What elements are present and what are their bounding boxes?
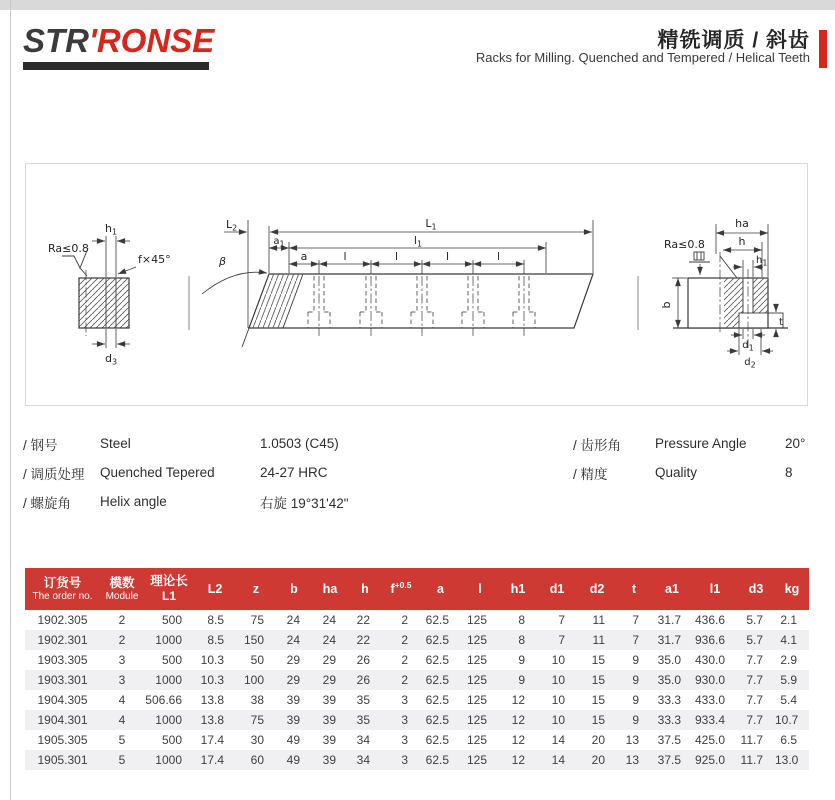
table-header-cell: ha	[322, 581, 338, 596]
table-cell: 1000	[155, 753, 182, 767]
table-cell: 3	[118, 653, 126, 667]
table-cell: 7	[558, 613, 565, 627]
table-cell: 13	[625, 733, 639, 747]
table-cell: 433.0	[694, 693, 725, 707]
table-cell: 125	[466, 733, 487, 747]
spec-label-en: Quality	[655, 465, 698, 480]
table-cell: 10.3	[200, 673, 224, 687]
spec-label-en: Steel	[100, 436, 131, 451]
dim-label-d3: $d_3$	[104, 352, 118, 367]
table-cell: 5	[118, 733, 126, 747]
table-cell: 10	[551, 673, 565, 687]
spec-value: 1.0503 (C45)	[260, 436, 339, 451]
table-cell: 37.5	[657, 733, 681, 747]
table-cell: 34	[356, 733, 370, 747]
table-cell: 17.4	[200, 753, 224, 767]
table-cell: 75	[250, 613, 264, 627]
table-cell: 5.9	[780, 673, 797, 687]
table-cell: 11	[592, 633, 605, 647]
table-cell: 1000	[155, 713, 182, 727]
table-cell: 5	[118, 753, 126, 767]
table-header-cell: t	[631, 581, 637, 596]
table-cell: 75	[250, 713, 264, 727]
table-cell: 10.3	[200, 653, 224, 667]
table-header-cell: b	[290, 581, 298, 596]
spec-value: 20°	[785, 436, 806, 451]
table-cell: 17.4	[200, 733, 224, 747]
spec-label-zh: / 调质处理	[23, 466, 85, 482]
table-cell: 1904.305	[37, 693, 88, 707]
table-cell: 500	[161, 653, 182, 667]
table-header-cell: 理论长 L1	[150, 574, 188, 603]
dim-label-l: l	[343, 250, 347, 263]
table-cell: 10	[551, 693, 565, 707]
table-cell: 2.9	[780, 653, 797, 667]
table-cell: 125	[466, 633, 487, 647]
table-cell: 15	[591, 693, 605, 707]
table-cell: 936.6	[694, 633, 725, 647]
table-cell: 125	[466, 693, 487, 707]
table-header-cell: 模数 Module	[105, 575, 139, 602]
table-cell: 500	[161, 613, 182, 627]
dim-label-beta: β	[219, 255, 227, 268]
title-accent-bar	[819, 30, 827, 68]
table-cell: 500	[161, 733, 182, 747]
left-section-view	[48, 222, 171, 367]
dim-label-ra-left: Ra≤0.8	[48, 242, 89, 255]
table-cell: 436.6	[694, 613, 725, 627]
table-cell: 62.5	[425, 693, 449, 707]
pitch-dims	[289, 250, 524, 264]
table-row	[25, 610, 809, 630]
table-cell: 7.7	[746, 673, 763, 687]
dim-label-ha: ha	[735, 217, 749, 230]
table-cell: 125	[466, 713, 487, 727]
spec-value: 8	[785, 465, 793, 480]
table-cell: 9	[632, 693, 639, 707]
table-cell: 2	[401, 673, 408, 687]
table-cell: 9	[632, 673, 639, 687]
table-header-cell: h	[361, 581, 369, 596]
table-cell: 49	[286, 733, 300, 747]
table-cell: 2	[401, 613, 408, 627]
table-cell: 2	[118, 613, 126, 627]
dim-label-t: t	[779, 317, 783, 328]
table-cell: 8	[518, 613, 525, 627]
table-cell: 12	[511, 733, 525, 747]
table-cell: 7	[632, 613, 639, 627]
spec-table-body	[25, 610, 809, 770]
table-cell: 26	[356, 653, 370, 667]
table-row	[25, 650, 809, 670]
dim-label-ra-right: Ra≤0.8	[664, 238, 705, 251]
table-cell: 1903.301	[37, 673, 88, 687]
spec-value: 24-27 HRC	[260, 465, 328, 480]
dim-label-L1: $L_1$	[425, 217, 437, 232]
table-cell: 4	[118, 713, 126, 727]
spec-label-zh: / 齿形角	[573, 437, 622, 453]
table-cell: 62.5	[425, 673, 449, 687]
table-cell: 31.7	[657, 613, 681, 627]
specs-right	[573, 429, 805, 487]
table-cell: 8.5	[207, 633, 224, 647]
table-cell: 35.0	[657, 653, 681, 667]
table-header-cell: z	[252, 581, 260, 596]
table-header-cell: kg	[784, 581, 800, 596]
page-edge-top	[0, 0, 835, 10]
table-cell: 35	[356, 713, 370, 727]
table-row	[25, 710, 809, 730]
table-cell: 5.7	[746, 633, 763, 647]
table-cell: 13.8	[200, 693, 224, 707]
table-cell: 39	[286, 713, 300, 727]
table-cell: 50	[250, 653, 264, 667]
table-cell: 11	[592, 613, 605, 627]
table-header-cell: L2	[207, 581, 223, 596]
table-cell: 24	[322, 633, 336, 647]
dim-label-d1: $d_1$	[742, 340, 754, 353]
table-cell: 10	[551, 713, 565, 727]
technical-drawing-box	[25, 163, 808, 406]
dim-label-b: b	[660, 301, 673, 309]
dim-label-l: l	[445, 250, 450, 263]
brand-logo-text	[23, 22, 214, 60]
table-cell: 11.7	[740, 733, 763, 747]
spec-row-helix-angle	[23, 487, 349, 516]
table-cell: 29	[286, 653, 300, 667]
table-header-cell: l	[478, 581, 482, 596]
table-cell: 39	[322, 693, 336, 707]
table-cell: 60	[250, 753, 264, 767]
table-cell: 15	[591, 713, 605, 727]
table-cell: 34	[356, 753, 370, 767]
table-header-cell: a	[437, 581, 444, 596]
table-cell: 930.0	[694, 673, 725, 687]
table-cell: 62.5	[425, 653, 449, 667]
table-cell: 15	[591, 673, 605, 687]
dim-label-h: h	[738, 235, 746, 248]
rack-top-view	[202, 217, 593, 347]
table-cell: 125	[466, 653, 487, 667]
table-cell: 925.0	[694, 753, 725, 767]
dim-label-d2: $d_2$	[744, 357, 756, 370]
table-header-cell: d1	[549, 581, 565, 596]
table-cell: 35.0	[657, 673, 681, 687]
table-cell: 26	[356, 673, 370, 687]
table-cell: 14	[551, 733, 565, 747]
table-cell: 15	[591, 653, 605, 667]
table-header-cell: $f^{+0.5}$	[390, 580, 412, 597]
table-cell: 35	[356, 693, 370, 707]
dim-label-h1: $h_1$	[104, 222, 118, 237]
table-cell: 125	[466, 753, 487, 767]
table-header-row	[25, 568, 809, 610]
table-cell: 1905.301	[37, 753, 88, 767]
specs-left	[23, 429, 349, 516]
table-cell: 24	[322, 613, 336, 627]
brand-logo	[23, 22, 214, 70]
table-cell: 39	[322, 733, 336, 747]
table-row	[25, 690, 809, 710]
dim-label-h1-right: $h_1$	[756, 255, 768, 268]
table-cell: 2	[118, 633, 126, 647]
table-cell: 62.5	[425, 753, 449, 767]
table-cell: 9	[632, 653, 639, 667]
table-cell: 12	[511, 693, 525, 707]
page-edge-left	[10, 0, 11, 800]
table-cell: 430.0	[694, 653, 725, 667]
spec-row-steel	[23, 429, 349, 458]
table-cell: 6.5	[780, 733, 797, 747]
table-cell: 37.5	[657, 753, 681, 767]
table-cell: 39	[322, 713, 336, 727]
table-cell: 12	[511, 753, 525, 767]
product-spec-table	[25, 568, 809, 770]
table-cell: 22	[356, 633, 370, 647]
table-row	[25, 670, 809, 690]
dim-label-a: a	[300, 250, 308, 263]
table-cell: 31.7	[657, 633, 681, 647]
table-cell: 3	[401, 753, 408, 767]
table-cell: 39	[286, 693, 300, 707]
table-cell: 10.7	[775, 713, 799, 727]
table-cell: 7.7	[746, 713, 763, 727]
table-cell: 30	[250, 733, 264, 747]
table-cell: 8.5	[207, 613, 224, 627]
table-cell: 5.4	[780, 693, 797, 707]
dim-label-a1: $a_1$	[273, 236, 285, 249]
table-cell: 1905.305	[37, 733, 88, 747]
table-cell: 506.66	[145, 693, 182, 707]
table-cell: 3	[401, 693, 408, 707]
spec-row-quality	[573, 458, 805, 487]
table-header-cell: a1	[665, 581, 679, 596]
table-cell: 29	[322, 673, 336, 687]
dim-label-l: l	[394, 250, 399, 263]
table-cell: 29	[322, 653, 336, 667]
table-cell: 33.3	[657, 693, 681, 707]
table-cell: 4	[118, 693, 126, 707]
page-title-en: Racks for Milling. Quenched and Tempered / Helical Teeth	[475, 50, 810, 65]
dim-label-f45: f×45°	[138, 253, 171, 266]
table-cell: 62.5	[425, 633, 449, 647]
table-header-cell: h1	[510, 581, 526, 596]
spec-value: 右旋 19°31'42"	[260, 495, 349, 511]
table-cell: 29	[286, 673, 300, 687]
table-cell: 38	[250, 693, 264, 707]
spec-label-zh: / 精度	[573, 466, 608, 482]
table-cell: 13.0	[775, 753, 799, 767]
table-cell: 62.5	[425, 613, 449, 627]
dim-label-l: l	[496, 250, 501, 263]
table-header-cell: l1	[709, 581, 721, 596]
table-row	[25, 750, 809, 770]
spec-label-en: Pressure Angle	[655, 436, 747, 451]
table-cell: 7.7	[746, 693, 763, 707]
table-cell: 125	[466, 613, 487, 627]
table-cell: 125	[466, 673, 487, 687]
table-cell: 10	[551, 653, 565, 667]
logo-underline-bar	[23, 62, 209, 70]
table-cell: 3	[401, 733, 408, 747]
surface-finish-icon	[689, 252, 710, 275]
table-cell: 933.4	[694, 713, 725, 727]
spec-row-pressure-angle	[573, 429, 805, 458]
table-cell: 9	[518, 673, 525, 687]
table-header-cell: d3	[748, 581, 764, 596]
table-header-cell: 订货号 The order no.	[32, 575, 93, 602]
table-cell: 49	[286, 753, 300, 767]
table-cell: 5.7	[746, 613, 763, 627]
table-cell: 2	[401, 633, 408, 647]
table-cell: 1902.301	[37, 633, 88, 647]
table-cell: 150	[243, 633, 264, 647]
table-cell: 8	[518, 633, 525, 647]
table-cell: 62.5	[425, 733, 449, 747]
table-cell: 7.7	[746, 653, 763, 667]
table-cell: 22	[356, 613, 370, 627]
table-cell: 7	[558, 633, 565, 647]
table-cell: 4.1	[780, 633, 797, 647]
technical-drawing	[26, 164, 807, 405]
spec-row-heat-treatment	[23, 458, 349, 487]
table-header-cell: d2	[589, 581, 605, 596]
table-cell: 2.1	[780, 613, 797, 627]
table-cell: 12	[511, 713, 525, 727]
table-cell: 1000	[155, 673, 182, 687]
table-cell: 3	[401, 713, 408, 727]
table-cell: 1902.305	[37, 613, 88, 627]
table-cell: 14	[551, 753, 565, 767]
table-cell: 100	[243, 673, 264, 687]
table-row	[25, 630, 809, 650]
table-cell: 11.7	[740, 753, 763, 767]
table-cell: 24	[286, 633, 300, 647]
table-cell: 3	[118, 673, 126, 687]
table-row	[25, 730, 809, 750]
table-cell: 24	[286, 613, 300, 627]
table-cell: 1903.305	[37, 653, 88, 667]
spec-label-en: Helix angle	[100, 494, 167, 509]
table-cell: 425.0	[694, 733, 725, 747]
table-cell: 1904.301	[37, 713, 88, 727]
table-cell: 20	[591, 753, 605, 767]
logo-part2: 'RONSE	[89, 22, 215, 59]
spec-label-en: Quenched Tepered	[100, 465, 215, 480]
table-cell: 62.5	[425, 713, 449, 727]
table-cell: 33.3	[657, 713, 681, 727]
table-cell: 1000	[155, 633, 182, 647]
table-cell: 13	[625, 753, 639, 767]
table-cell: 2	[401, 653, 408, 667]
table-cell: 20	[591, 733, 605, 747]
table-cell: 9	[518, 653, 525, 667]
dim-label-l1: $l_1$	[413, 234, 423, 249]
page-title-zh: 精铣调质 / 斜齿	[657, 29, 810, 52]
spec-label-zh: / 螺旋角	[23, 495, 72, 511]
dim-label-L2: $L_2$	[226, 218, 238, 233]
table-cell: 13.8	[200, 713, 224, 727]
spec-label-zh: / 钢号	[23, 437, 58, 453]
right-section-view	[660, 217, 788, 370]
table-cell: 39	[322, 753, 336, 767]
table-cell: 7	[632, 633, 639, 647]
table-cell: 9	[632, 713, 639, 727]
logo-part1: STR	[23, 22, 89, 59]
